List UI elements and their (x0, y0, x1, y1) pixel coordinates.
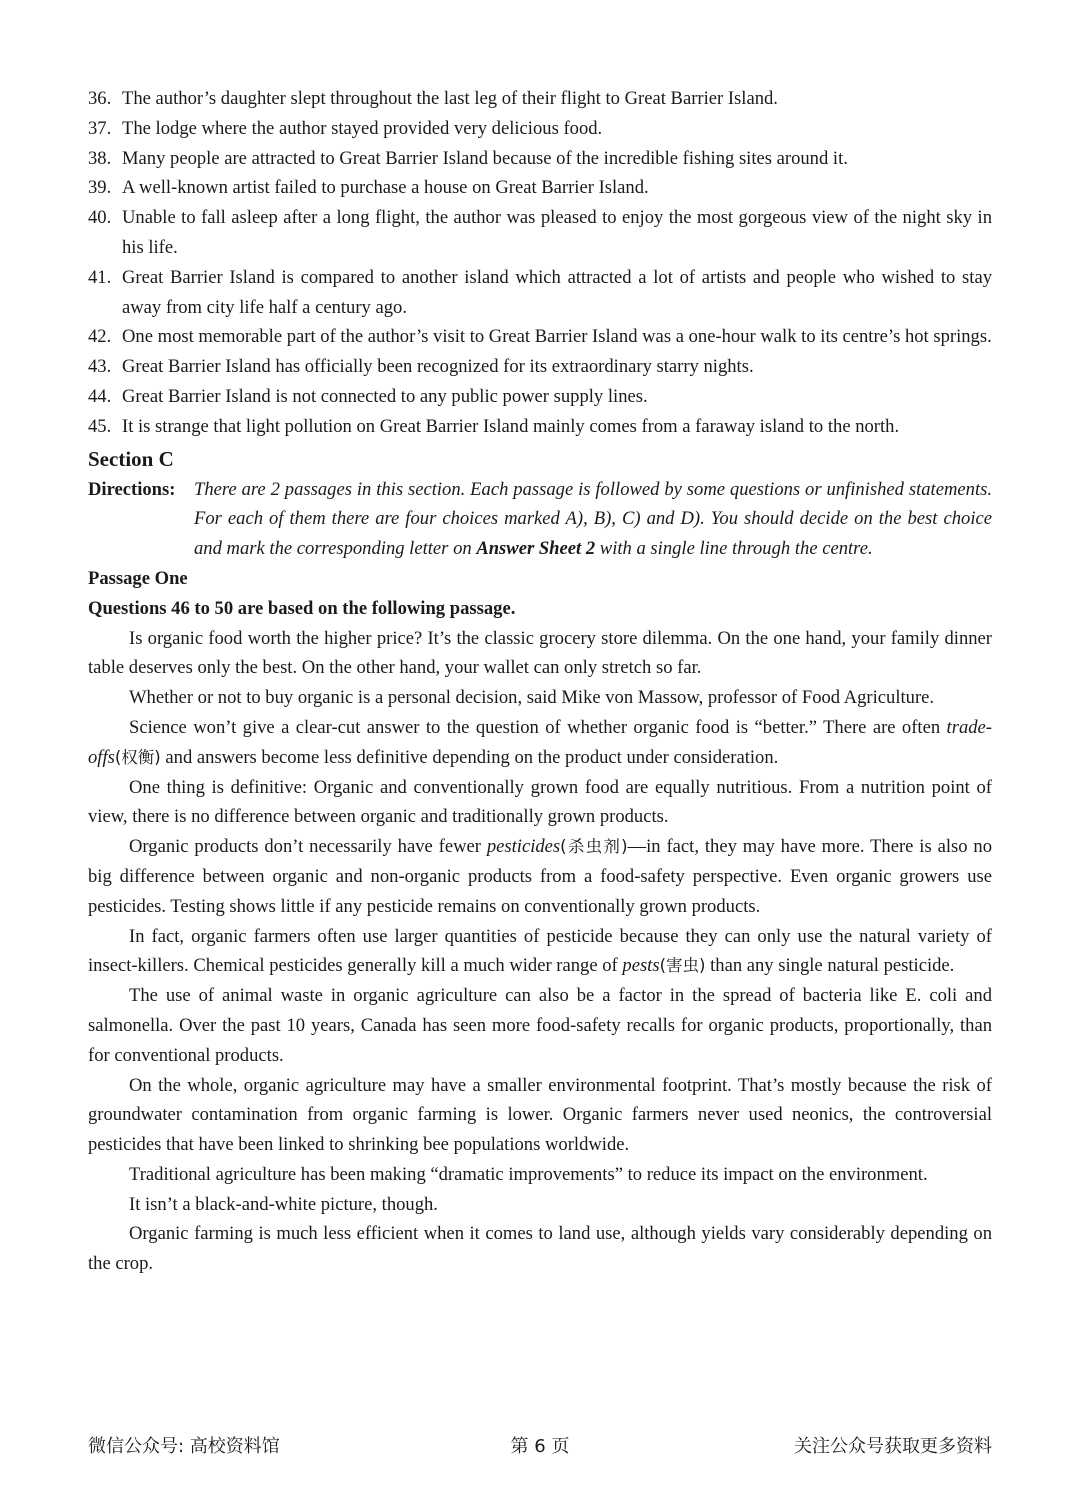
passage-subtitle: Questions 46 to 50 are based on the following passage. (88, 597, 516, 619)
question-text: One most memorable part of the author’s visit to Great Barrier Island was a one-hour walk to its centre’s hot springs. (122, 326, 992, 348)
paragraph-7: The use of animal waste in organic agriculture can also be a factor in the spread of bacteria like E. coli and salmonella. Over the past 10 years, Canada has seen more food-safety recalls for organic products, proportionally, than for conventional products. (88, 985, 992, 1066)
question-44 (88, 382, 992, 412)
term-pesticides: pesticides (486, 836, 561, 858)
question-text: Great Barrier Island has officially been recognized for its extraordinary starry nights. (122, 356, 754, 378)
paragraph-3-text-a: Science won’t give a clear-cut answer to the question of whether organic food is “better.” There are often (129, 716, 947, 738)
directions-text-after: with a single line through the centre. (595, 538, 873, 560)
paragraph-5-text-b: —in fact, they may have more. There is also no big difference between organic and non-organic products from a food-safety perspective. Even organic growers use pesticides. Testing shows little if any pesticide remains on conventionally grown products. (88, 836, 993, 917)
paragraph-6-text-a: In fact, organic farmers often use larger quantities of pesticide because they can only use the natural variety of insect-killers. Chemical pesticides generally kill a much wider range of (88, 925, 992, 977)
paragraph-10: It isn’t a black-and-white picture, though. (129, 1193, 438, 1215)
question-number: 45. (88, 415, 112, 437)
question-number: 38. (88, 147, 112, 169)
passage-title: Passage One (88, 567, 188, 589)
question-text: Unable to fall asleep after a long flight, the author was pleased to enjoy the most gorgeous view of the night sky in his life. (122, 207, 992, 258)
question-number: 37. (88, 117, 112, 139)
paragraph-3 (88, 713, 992, 773)
paragraph-5 (88, 832, 992, 921)
question-41 (88, 263, 992, 323)
document-page (88, 84, 992, 1279)
question-text: Great Barrier Island is not connected to any public power supply lines. (122, 385, 648, 407)
gloss-pests: (害虫) (659, 956, 706, 976)
directions-text-before: There are 2 passages in this section. Each passage is followed by some questions or unfinished statements. For each of them there are four choices marked A), B), C) and D). You should decide on the best choice and mark the corresponding letter on (194, 478, 992, 560)
answer-sheet-label: Answer Sheet 2 (476, 538, 596, 560)
question-36 (88, 84, 992, 114)
paragraph-6-text-b: than any single natural pesticide. (705, 955, 955, 977)
question-37 (88, 114, 992, 144)
gloss-pesticides: (杀虫剂) (560, 837, 628, 857)
question-text: It is strange that light pollution on Great Barrier Island mainly comes from a faraway island to the north. (122, 415, 900, 437)
footer-right: 关注公众号获取更多资料 (794, 1436, 992, 1457)
directions-text (194, 479, 992, 560)
directions-label: Directions: (88, 478, 176, 500)
paragraph-2: Whether or not to buy organic is a personal decision, said Mike von Massow, professor of Food Agriculture. (129, 687, 935, 709)
question-text: The author’s daughter slept throughout the last leg of their flight to Great Barrier Island. (122, 88, 778, 109)
paragraph-3-text-b: and answers become less definitive depending on the product under consideration. (160, 746, 779, 768)
question-number: 44. (88, 385, 112, 407)
question-text: Great Barrier Island is compared to another island which attracted a lot of artists and people who wished to stay away from city life half a century ago. (122, 266, 992, 318)
paragraph-8: On the whole, organic agriculture may have a smaller environmental footprint. That’s mostly because the risk of groundwater contamination from organic farming is lower. Organic farmers never used neonics, the controversial pesticides that have been linked to shrinking bee populations worldwide. (88, 1074, 992, 1156)
question-number: 40. (88, 207, 112, 229)
paragraph-9: Traditional agriculture has been making “dramatic improvements” to reduce its impact on the environment. (129, 1163, 928, 1185)
question-text: Many people are attracted to Great Barrier Island because of the incredible fishing sites around it. (122, 147, 848, 169)
section-title: Section C (88, 446, 174, 471)
question-42 (88, 322, 992, 352)
paragraph-4: One thing is definitive: Organic and conventionally grown food are equally nutritious. From a nutrition point of view, there is no difference between organic and traditionally grown products. (88, 776, 992, 828)
question-40 (88, 203, 992, 263)
question-text: A well-known artist failed to purchase a house on Great Barrier Island. (122, 177, 649, 199)
paragraph-1: Is organic food worth the higher price? It’s the classic grocery store dilemma. On the one hand, your family dinner table deserves only the best. On the other hand, your wallet can only stretch so far. (88, 627, 992, 679)
question-number: 41. (88, 266, 112, 288)
question-number: 36. (88, 88, 112, 109)
question-number: 43. (88, 356, 112, 378)
paragraph-6 (88, 922, 992, 982)
paragraph-5-text-a: Organic products don’t necessarily have fewer (129, 836, 487, 858)
gloss-trade-offs: (权衡) (114, 747, 161, 767)
question-39 (88, 173, 992, 203)
question-number: 42. (88, 326, 112, 348)
question-45 (88, 412, 992, 442)
question-43 (88, 352, 992, 382)
footer-left: 微信公众号: 高校资料馆 (88, 1436, 280, 1457)
directions (88, 475, 992, 564)
question-number: 39. (88, 177, 112, 199)
term-trade-offs: trade-offs (88, 716, 992, 768)
paragraph-11: Organic farming is much less efficient when it comes to land use, although yields vary considerably depending on the crop. (88, 1223, 992, 1275)
question-text: The lodge where the author stayed provided very delicious food. (122, 117, 603, 139)
question-38 (88, 144, 992, 174)
page-number: 第 6 页 (510, 1436, 570, 1457)
term-pests: pests (622, 955, 660, 977)
page-footer (88, 1432, 992, 1462)
